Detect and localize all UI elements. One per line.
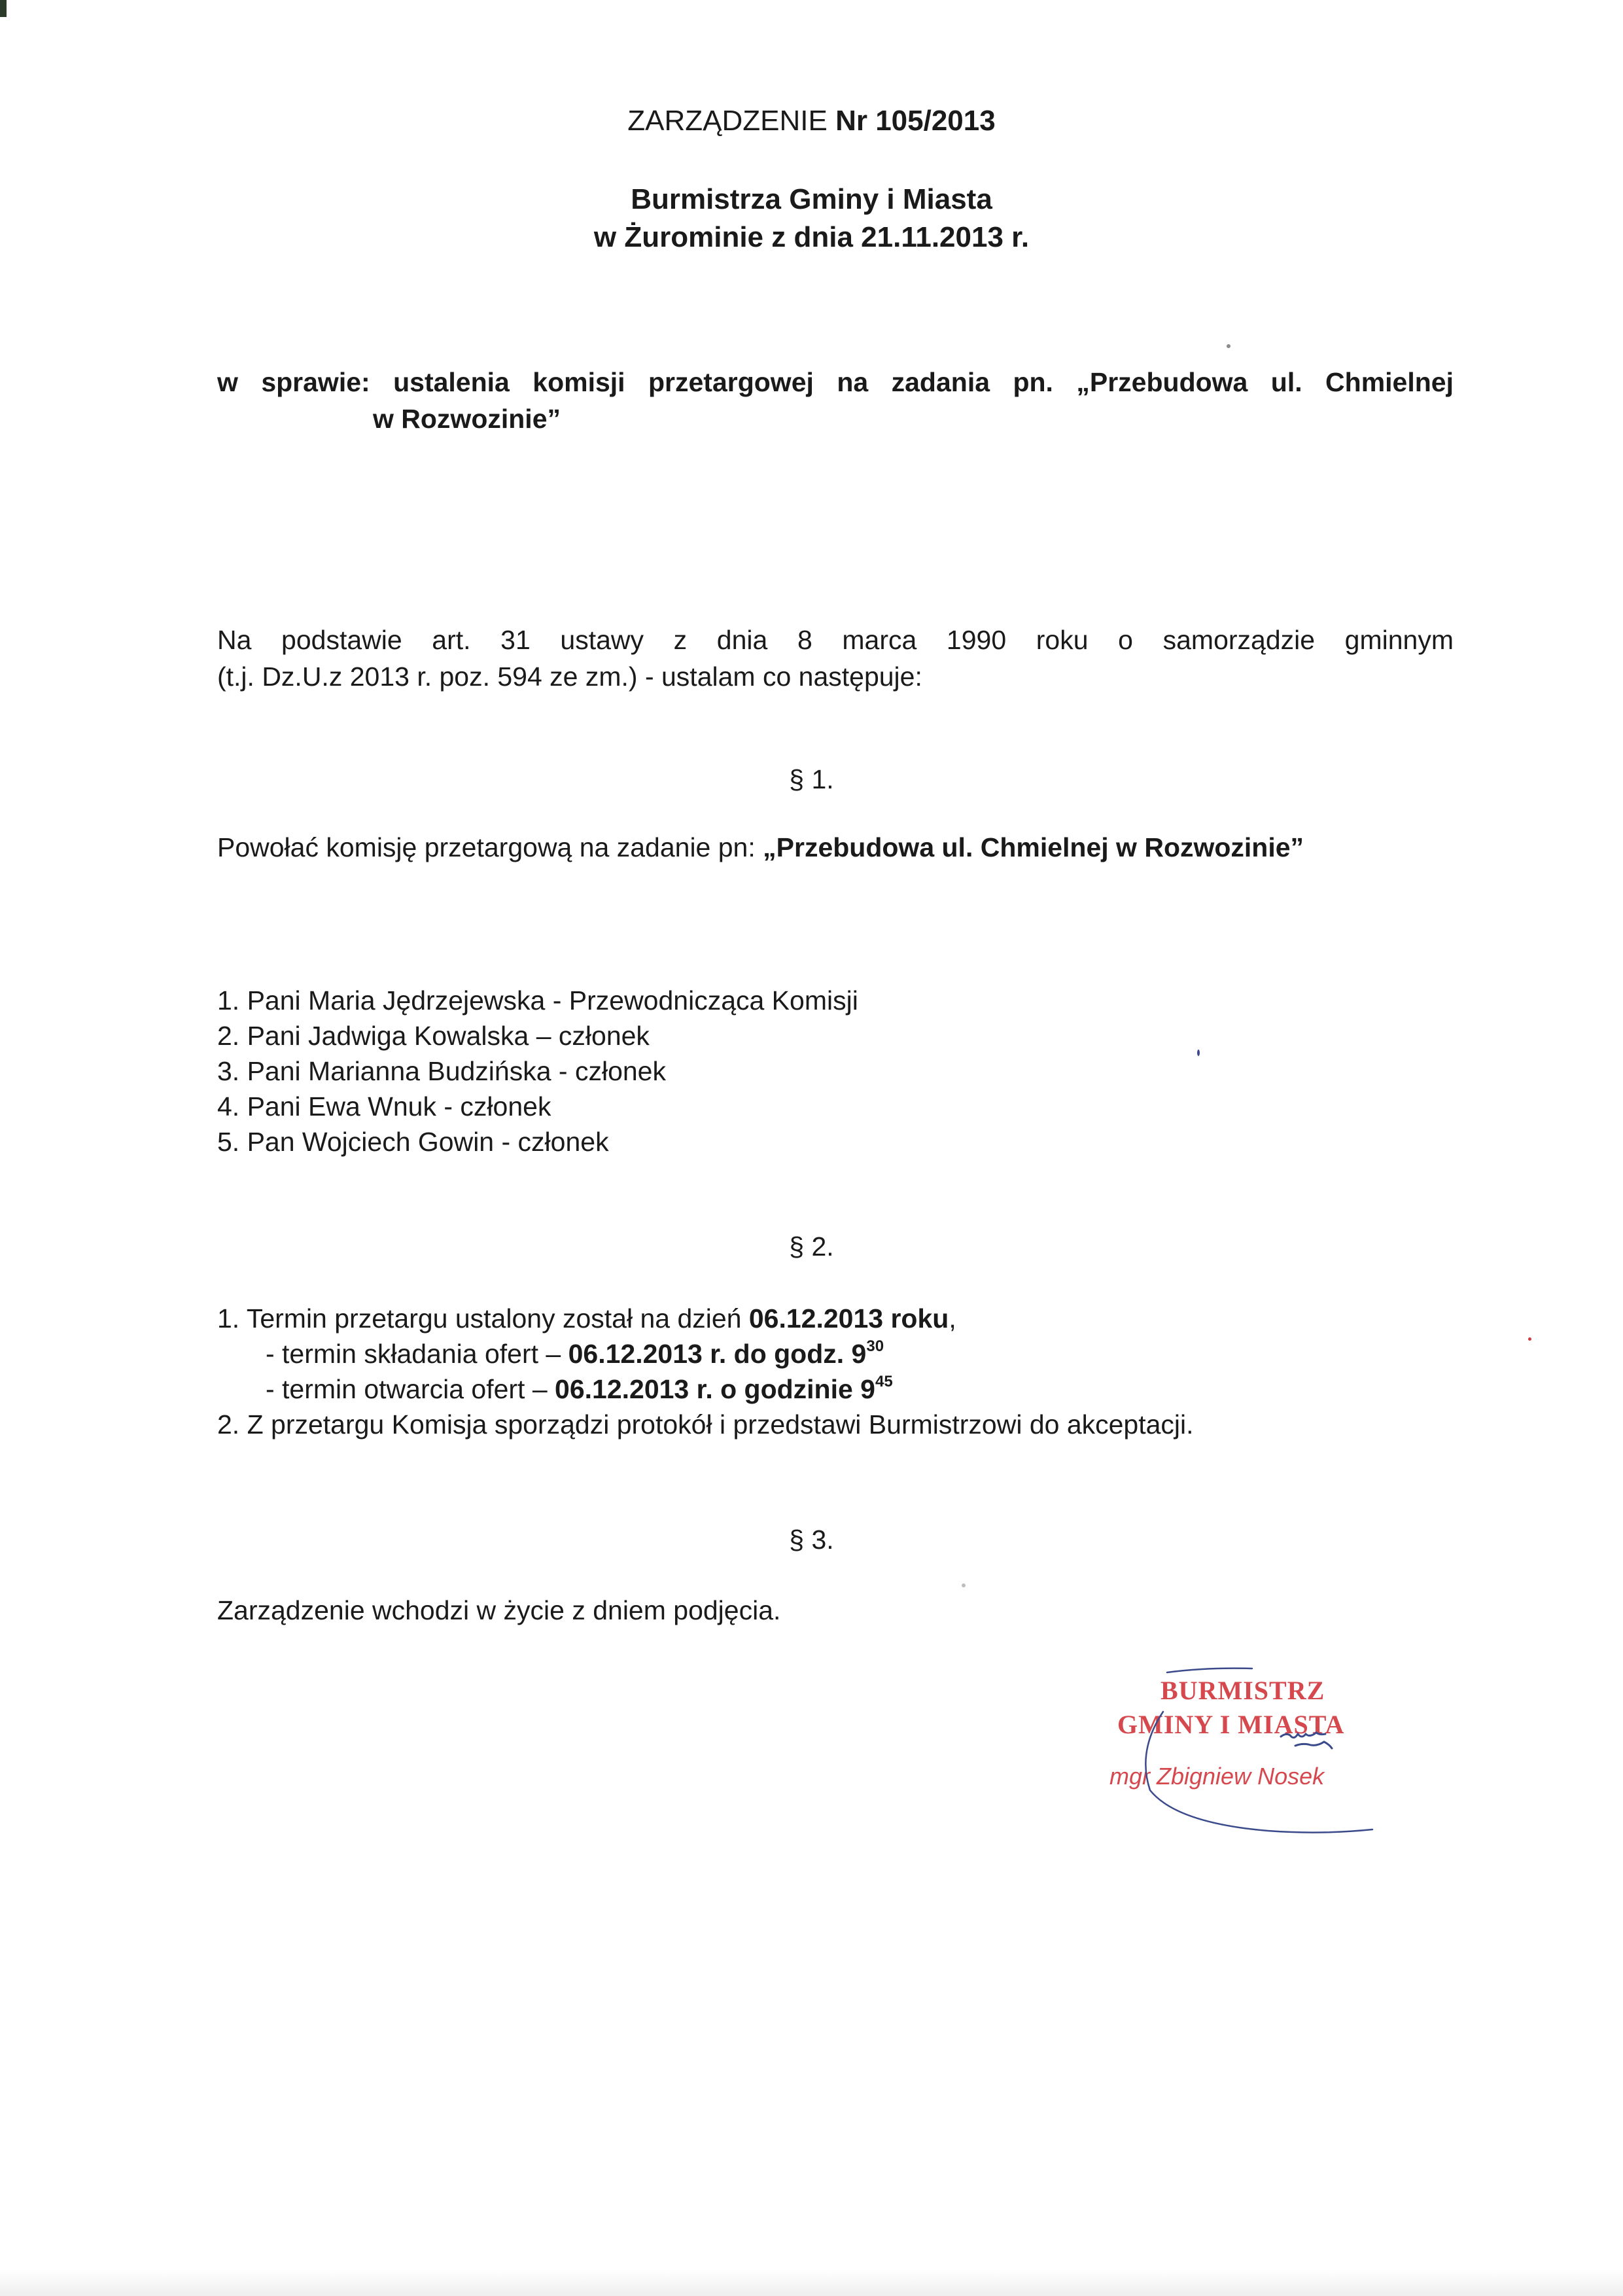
committee-member-list	[217, 983, 858, 1159]
opening-line	[217, 1371, 1194, 1407]
section-2-heading: § 2.	[789, 1231, 834, 1262]
opening-minutes: 45	[875, 1373, 893, 1390]
section-3-heading: § 3.	[789, 1525, 834, 1555]
scan-speck	[1197, 1050, 1200, 1056]
item-1-text: 1. Termin przetargu ustalony został na dzień	[217, 1303, 749, 1333]
legal-basis-paragraph	[217, 622, 1454, 695]
offers-minutes: 30	[866, 1337, 884, 1355]
opening-value: 06.12.2013 r. o godzinie 9	[555, 1374, 875, 1404]
section-1-intro	[217, 832, 1304, 863]
scan-speck	[1528, 1337, 1531, 1341]
offers-deadline-line	[217, 1336, 1194, 1371]
official-stamp	[1104, 1666, 1405, 1849]
item-1-date: 06.12.2013 roku	[748, 1303, 949, 1333]
stamp-line-2: GMINY I MIASTA	[1117, 1710, 1345, 1739]
section-1-intro-text: Powołać komisję przetargową na zadanie pn:	[217, 832, 763, 862]
offers-value: 06.12.2013 r. do godz. 9	[568, 1339, 867, 1369]
list-item: 3. Pani Marianna Budzińska - członek	[217, 1056, 666, 1086]
issuer-line-2: w Żurominie z dnia 21.11.2013 r.	[593, 221, 1030, 253]
section-2-item-2: 2. Z przetargu Komisja sporządzi protokół i przedstawi Burmistrzowi do akceptacji.	[217, 1409, 1194, 1439]
section-1-task-name: „Przebudowa ul. Chmielnej w Rozwozinie”	[763, 832, 1304, 862]
section-1-heading: § 1.	[789, 764, 834, 794]
item-1-end: ,	[949, 1303, 956, 1333]
handwritten-signature	[1104, 1666, 1405, 1849]
scan-corner-mark	[0, 0, 7, 17]
list-item: 1. Pani Maria Jędrzejewska - Przewodnicząca Komisji	[217, 985, 858, 1016]
stamp-line-1: BURMISTRZ	[1161, 1676, 1325, 1705]
list-item: 5. Pan Wojciech Gowin - członek	[217, 1127, 609, 1157]
scan-speck	[962, 1583, 966, 1587]
opening-label: - termin otwarcia ofert –	[266, 1374, 555, 1404]
offers-label: - termin składania ofert –	[266, 1339, 568, 1369]
section-2-body	[217, 1301, 1194, 1442]
document-title	[0, 105, 1623, 137]
title-prefix: ZARZĄDZENIE	[627, 105, 828, 137]
section-2-item-1	[217, 1301, 1194, 1336]
subject-paragraph	[217, 364, 1454, 437]
subject-line-2: w Rozwozinie”	[373, 404, 561, 434]
stamp-line-3: mgr Zbigniew Nosek	[1109, 1763, 1325, 1790]
scan-bottom-edge	[0, 2270, 1623, 2296]
title-number: Nr 105/2013	[835, 105, 996, 137]
section-3-text: Zarządzenie wchodzi w życie z dniem podjęcia.	[217, 1595, 781, 1625]
scan-speck	[1227, 344, 1230, 348]
list-item: 4. Pani Ewa Wnuk - członek	[217, 1091, 551, 1122]
legal-basis-line-2: (t.j. Dz.U.z 2013 r. poz. 594 ze zm.) - ustalam co następuje:	[217, 662, 922, 692]
list-item: 2. Pani Jadwiga Kowalska – członek	[217, 1021, 650, 1051]
issuer-heading	[0, 181, 1623, 256]
subject-line-1: w sprawie: ustalenia komisji przetargowej na zadania pn. „Przebudowa ul. Chmielnej	[217, 367, 1454, 397]
issuer-line-1: Burmistrza Gminy i Miasta	[631, 183, 992, 215]
legal-basis-line-1: Na podstawie art. 31 ustawy z dnia 8 marca 1990 roku o samorządzie gminnym	[217, 625, 1454, 655]
